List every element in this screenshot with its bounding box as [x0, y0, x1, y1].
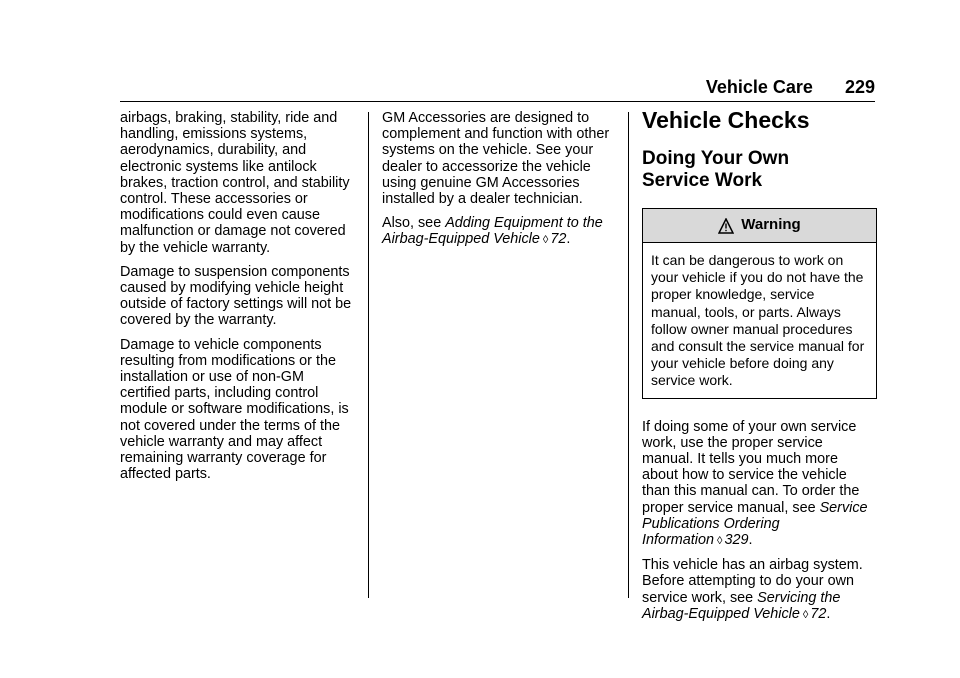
text: Also, see [382, 215, 446, 232]
warning-header [643, 209, 876, 243]
page-header [120, 72, 875, 98]
cross-reference-page[interactable]: 72 [550, 231, 567, 248]
warning-text: It can be dangerous to work on your vehicle if you do not have the proper knowledge, service manual, tools, or parts. Always follow owner manual procedures and consult the service manual for your vehicle before doing any service work. [651, 252, 865, 389]
text: This vehicle has an airbag system. Before attempting to do your own service work, see [642, 557, 863, 606]
paragraph: Damage to vehicle components resulting from modifications or the installation or use of non-GM certified parts, including control module or software modifications, is not covered under the terms of the vehicle warranty and may affect remaining warranty coverage for affected parts. [120, 336, 349, 483]
cross-reference-link[interactable]: Servicing the Airbag-Equipped Vehicle [642, 589, 841, 622]
page-reference-icon: ◊ [542, 234, 549, 247]
text: . [748, 532, 753, 549]
subsection-title-line: Service Work [642, 170, 763, 191]
warning-label: Warning [741, 216, 801, 234]
page-number: 229 [844, 77, 875, 97]
header-rule [120, 101, 875, 102]
column-3 [642, 106, 877, 631]
column-divider [628, 112, 629, 598]
text: . [566, 231, 571, 248]
column-1 [120, 110, 358, 490]
paragraph [642, 557, 877, 623]
cross-reference-link[interactable]: Adding Equipment to the Airbag-Equipped Vehicle [382, 215, 603, 248]
section-title: Vehicle Checks [642, 107, 810, 133]
paragraph: GM Accessories are designed to complement and function with other systems on the vehicle. See your dealer to accessorize the vehicle using genuine GM Accessories installed by a dealer technician. [382, 110, 610, 208]
cross-reference-link[interactable]: Service Publications Ordering Information [642, 499, 868, 549]
cross-reference-page[interactable]: 329 [724, 532, 749, 549]
warning-triangle-icon [718, 218, 734, 234]
cross-reference-page[interactable]: 72 [810, 605, 827, 622]
section-name: Vehicle Care [705, 77, 813, 97]
column-divider [368, 112, 369, 598]
text: If doing some of your own service work, use the proper service manual. It tells you much more about how to service the vehicle than this manual can. To order the proper service manual, see [642, 418, 860, 516]
page-reference-icon: ◊ [717, 535, 723, 548]
page-reference-icon: ◊ [802, 608, 809, 621]
column-2 [382, 110, 617, 257]
subsection-title-line: Doing Your Own [642, 148, 790, 169]
paragraph: airbags, braking, stability, ride and handling, emissions systems, aerodynamics, durability, and electronic systems like antilock brakes, traction control, and stability control. These accessories or modifications could even cause malfunction or damage not covered by the vehicle warranty. [120, 110, 350, 256]
paragraph: Damage to suspension components caused by modifying vehicle height outside of factory settings will not be covered by the warranty. [120, 263, 352, 329]
text: . [826, 605, 831, 622]
subsection-title [642, 148, 877, 192]
paragraph [382, 215, 617, 248]
warning-box [642, 208, 877, 399]
paragraph [642, 419, 877, 550]
